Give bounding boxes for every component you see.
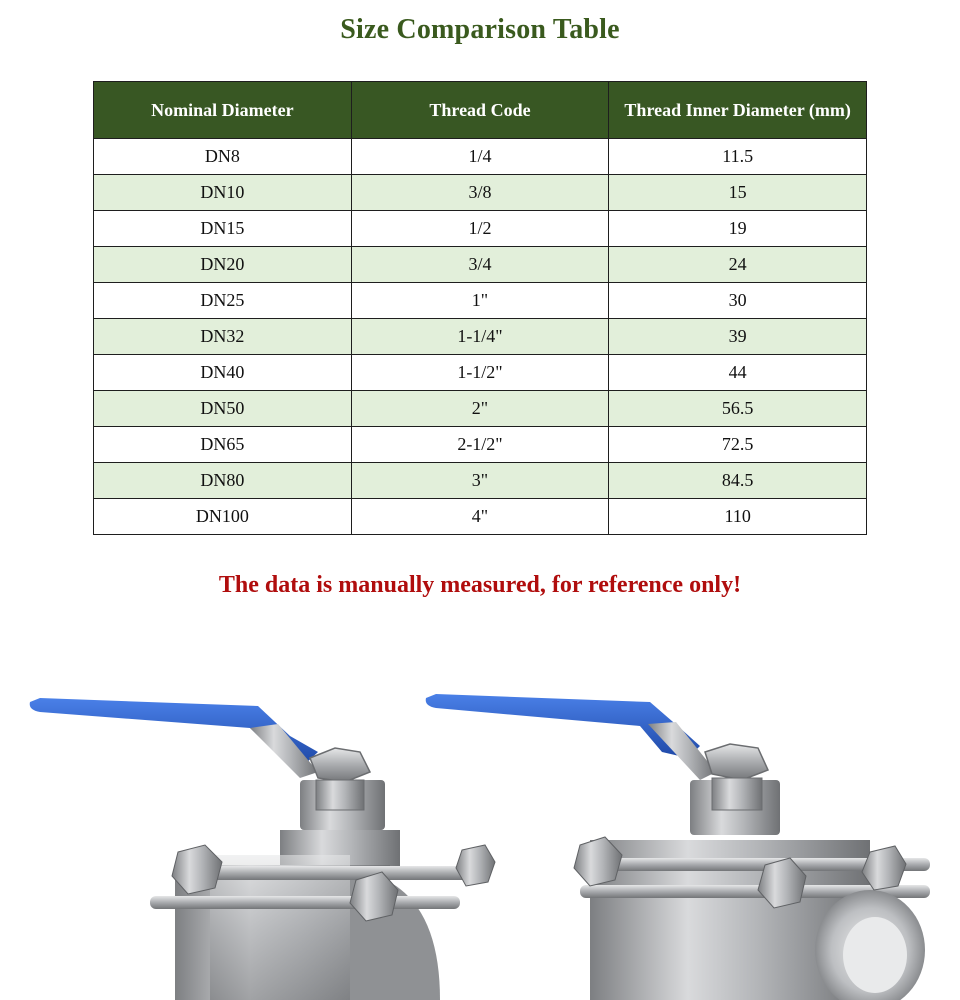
cell-nominal-diameter: DN80 (94, 463, 352, 499)
cell-inner-diameter: 72.5 (609, 427, 867, 463)
cell-inner-diameter: 110 (609, 499, 867, 535)
cell-thread-code: 3" (351, 463, 609, 499)
cell-inner-diameter: 30 (609, 283, 867, 319)
table-row (94, 427, 867, 463)
welded-valve-right (426, 694, 930, 1000)
cell-thread-code: 2" (351, 391, 609, 427)
cell-nominal-diameter: DN32 (94, 319, 352, 355)
table-row (94, 499, 867, 535)
header-thread-inner-diameter: Thread Inner Diameter (mm) (609, 82, 867, 139)
cell-thread-code: 3/4 (351, 247, 609, 283)
cell-inner-diameter: 44 (609, 355, 867, 391)
table-row (94, 283, 867, 319)
threaded-valve-left (30, 698, 495, 1000)
cell-inner-diameter: 39 (609, 319, 867, 355)
cell-thread-code: 1-1/2" (351, 355, 609, 391)
cell-thread-code: 1-1/4" (351, 319, 609, 355)
cell-inner-diameter: 15 (609, 175, 867, 211)
cell-inner-diameter: 84.5 (609, 463, 867, 499)
cell-nominal-diameter: DN15 (94, 211, 352, 247)
cell-nominal-diameter: DN100 (94, 499, 352, 535)
table-row (94, 355, 867, 391)
table-row (94, 319, 867, 355)
cell-inner-diameter: 24 (609, 247, 867, 283)
reference-note: The data is manually measured, for reference only! (218, 572, 742, 598)
cell-thread-code: 2-1/2" (351, 427, 609, 463)
table-row (94, 391, 867, 427)
table-row (94, 139, 867, 175)
table-row (94, 211, 867, 247)
cell-nominal-diameter: DN25 (94, 283, 352, 319)
cell-thread-code: 3/8 (351, 175, 609, 211)
cell-nominal-diameter: DN10 (94, 175, 352, 211)
table-row (94, 175, 867, 211)
header-nominal-diameter: Nominal Diameter (94, 82, 352, 139)
table-row (94, 247, 867, 283)
cell-nominal-diameter: DN50 (94, 391, 352, 427)
size-comparison-table (93, 81, 867, 535)
cell-thread-code: 4" (351, 499, 609, 535)
cell-inner-diameter: 19 (609, 211, 867, 247)
cell-nominal-diameter: DN65 (94, 427, 352, 463)
cell-nominal-diameter: DN20 (94, 247, 352, 283)
cell-inner-diameter: 56.5 (609, 391, 867, 427)
cell-inner-diameter: 11.5 (609, 139, 867, 175)
header-thread-code: Thread Code (351, 82, 609, 139)
cell-thread-code: 1/4 (351, 139, 609, 175)
page-title: Size Comparison Table (340, 14, 620, 45)
table-header-row (94, 82, 867, 139)
cell-nominal-diameter: DN40 (94, 355, 352, 391)
cell-thread-code: 1" (351, 283, 609, 319)
table-row (94, 463, 867, 499)
ball-valve-photo (0, 640, 960, 1000)
cell-thread-code: 1/2 (351, 211, 609, 247)
cell-nominal-diameter: DN8 (94, 139, 352, 175)
